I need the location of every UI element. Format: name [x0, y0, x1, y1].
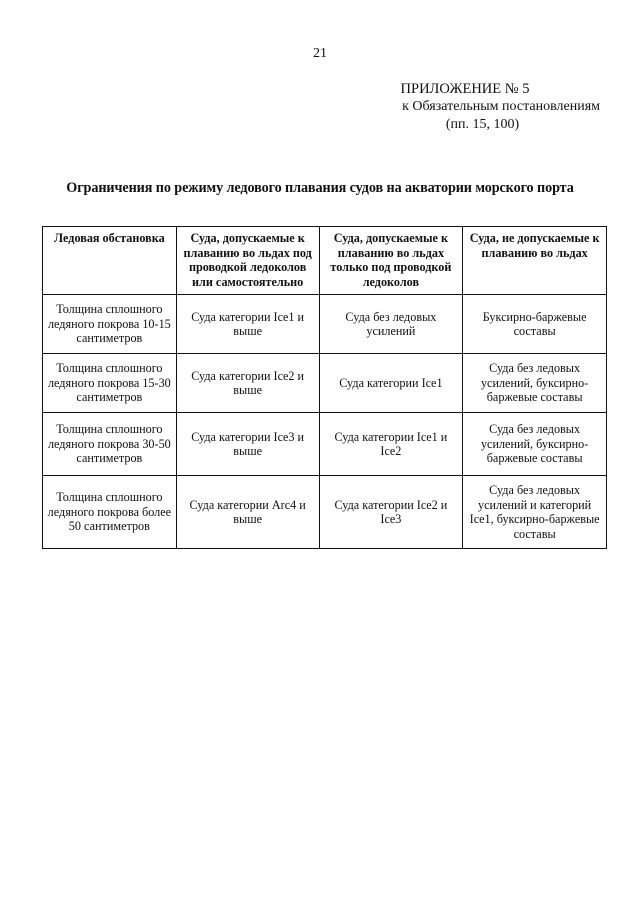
table-row [43, 413, 607, 476]
table-cell: Суда категории Ice1 [319, 354, 463, 413]
table-cell: Суда без ледовых усилений [319, 295, 463, 354]
header-not-allowed: Суда, не допускаемые к плаванию во льдах [463, 227, 607, 295]
table-cell: Суда без ледовых усилений, буксирно-баржевые составы [463, 413, 607, 476]
page-number: 21 [313, 46, 327, 61]
table-cell: Суда категории Ice1 и Ice2 [319, 413, 463, 476]
table-cell: Толщина сплошного ледяного покрова 10-15 сантиметров [43, 295, 177, 354]
ice-restrictions-table [42, 226, 607, 549]
table-cell: Суда без ледовых усилений и категорий Ice1, буксирно-баржевые составы [463, 476, 607, 549]
header-allowed-escort-or-independent: Суда, допускаемые к плаванию во льдах под проводкой ледоколов или самостоятельно [176, 227, 319, 295]
appendix-reference: (пп. 15, 100) [445, 117, 520, 132]
appendix-block [270, 80, 600, 134]
appendix-title: ПРИЛОЖЕНИЕ № 5 [400, 81, 530, 97]
table-cell: Толщина сплошного ледяного покрова более 50 сантиметров [43, 476, 177, 549]
table-cell: Буксирно-баржевые составы [463, 295, 607, 354]
table-header-row [43, 227, 607, 295]
table-row [43, 476, 607, 549]
table-cell: Суда категории Ice1 и выше [176, 295, 319, 354]
table-row [43, 295, 607, 354]
table-cell: Суда категории Ice3 и выше [176, 413, 319, 476]
table-cell: Суда категории Ice2 и выше [176, 354, 319, 413]
table-row [43, 354, 607, 413]
header-ice-conditions: Ледовая обстановка [43, 227, 177, 295]
table-cell: Суда категории Ice2 и Ice3 [319, 476, 463, 549]
header-allowed-escort-only: Суда, допускаемые к плаванию во льдах только под проводкой ледоколов [319, 227, 463, 295]
table-cell: Толщина сплошного ледяного покрова 30-50 сантиметров [43, 413, 177, 476]
table-cell: Суда без ледовых усилений, буксирно-баржевые составы [463, 354, 607, 413]
table-cell: Суда категории Arc4 и выше [176, 476, 319, 549]
document-heading: Ограничения по режиму ледового плавания судов на акватории морского порта [66, 180, 574, 196]
appendix-subtitle: к Обязательным постановлениям [402, 99, 600, 114]
table-cell: Толщина сплошного ледяного покрова 15-30 сантиметров [43, 354, 177, 413]
